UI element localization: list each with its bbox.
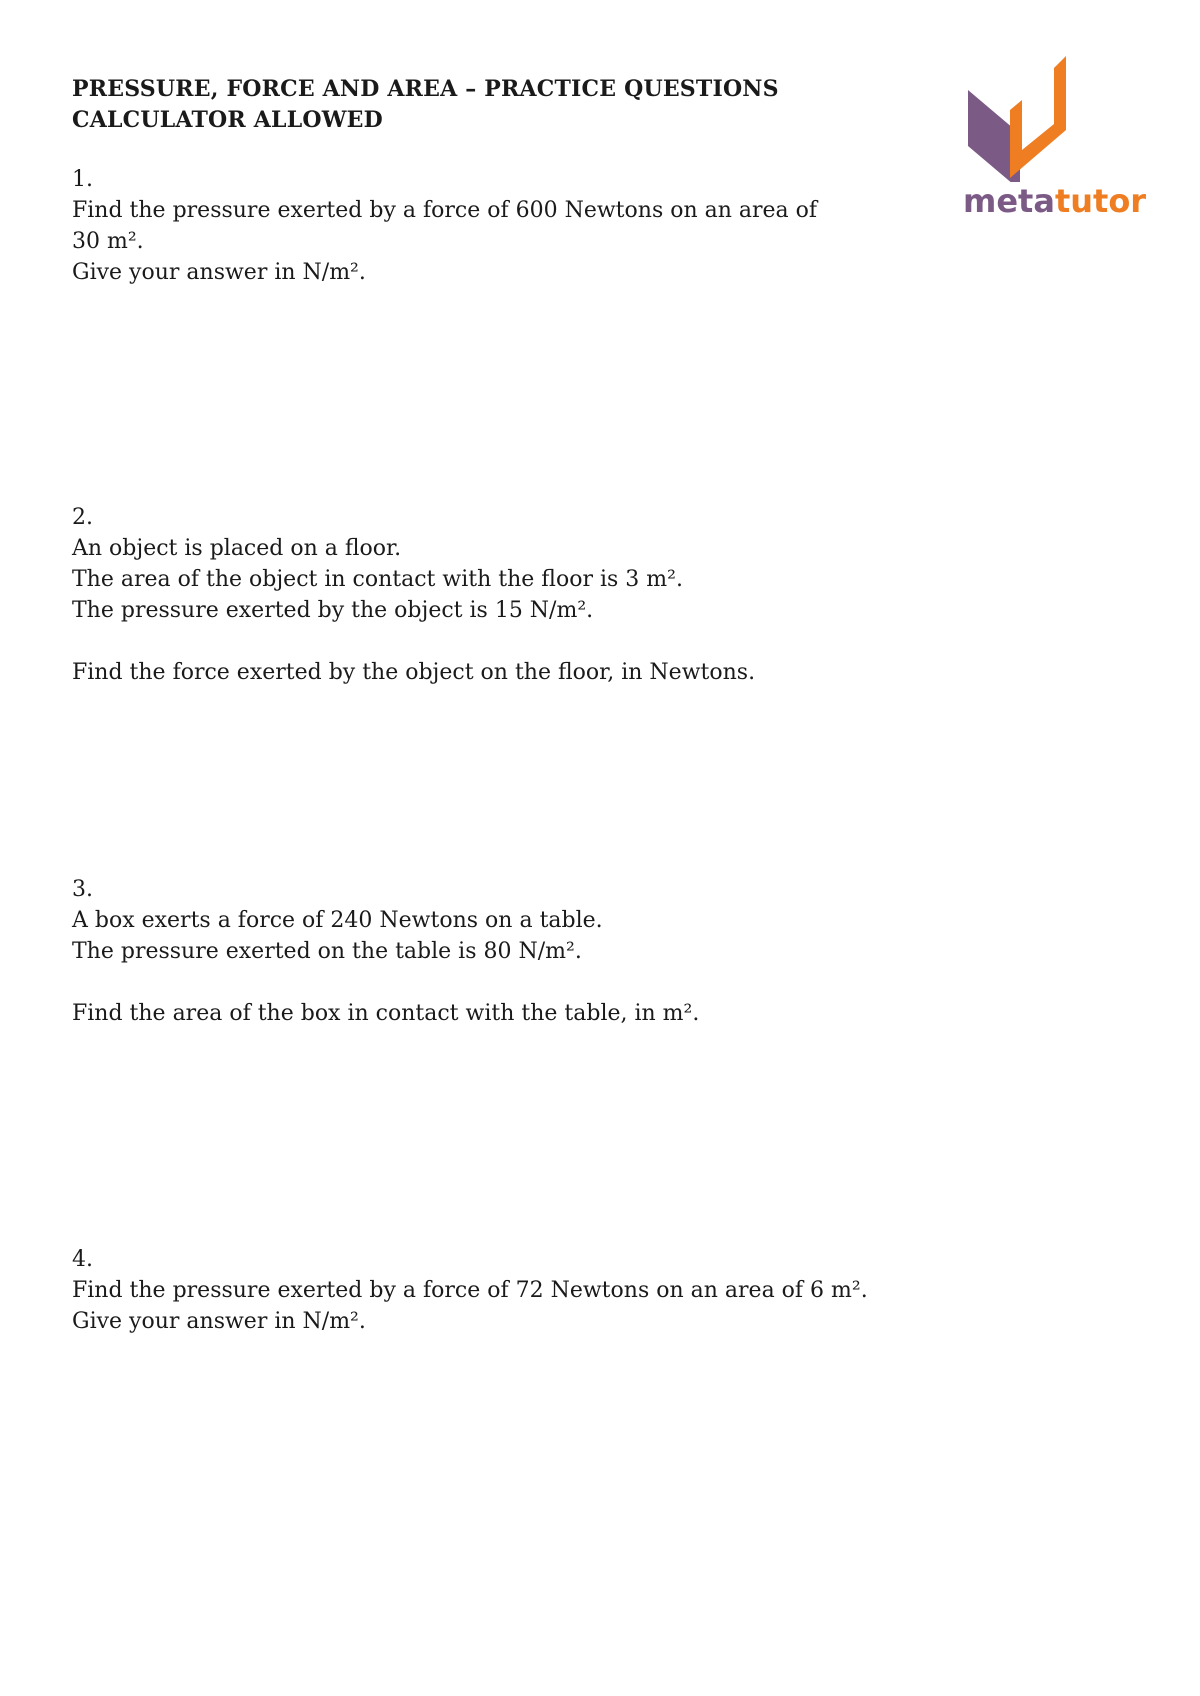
question-2 bbox=[72, 502, 972, 688]
question-text: Find the pressure exerted by a force of 600 Newtons on an area of bbox=[72, 198, 818, 223]
page-title: PRESSURE, FORCE AND AREA – PRACTICE QUESTIONS bbox=[72, 76, 779, 102]
answer-prompt: Give your answer in N/m². bbox=[72, 1309, 366, 1334]
question-4 bbox=[72, 1244, 972, 1337]
logo-wordmark bbox=[963, 182, 1163, 220]
question-instruction: Find the area of the box in contact with the table, in m². bbox=[72, 1001, 700, 1026]
question-text: An object is placed on a floor. bbox=[72, 536, 402, 561]
question-text: The area of the object in contact with the floor is 3 m². bbox=[72, 567, 683, 592]
question-text: A box exerts a force of 240 Newtons on a table. bbox=[72, 908, 603, 933]
question-3 bbox=[72, 874, 972, 1029]
page-subtitle: CALCULATOR ALLOWED bbox=[72, 107, 383, 133]
answer-prompt: Give your answer in N/m². bbox=[72, 260, 366, 285]
question-number: 4. bbox=[72, 1247, 93, 1272]
question-text: The pressure exerted on the table is 80 N/m². bbox=[72, 939, 582, 964]
metatutor-logo bbox=[960, 52, 1160, 242]
question-number: 1. bbox=[72, 167, 93, 192]
question-text: 30 m². bbox=[72, 229, 144, 254]
worksheet-header bbox=[72, 74, 872, 136]
question-1 bbox=[72, 164, 972, 288]
shield-logo-icon bbox=[960, 52, 1090, 182]
question-text: Find the pressure exerted by a force of 72 Newtons on an area of 6 m². bbox=[72, 1278, 868, 1303]
question-text: The pressure exerted by the object is 15 N/m². bbox=[72, 598, 594, 623]
question-number: 3. bbox=[72, 877, 93, 902]
question-instruction: Find the force exerted by the object on the floor, in Newtons. bbox=[72, 660, 756, 685]
logo-text-tutor: tutor bbox=[1054, 182, 1147, 220]
question-number: 2. bbox=[72, 505, 93, 530]
logo-text-meta: meta bbox=[963, 182, 1055, 220]
